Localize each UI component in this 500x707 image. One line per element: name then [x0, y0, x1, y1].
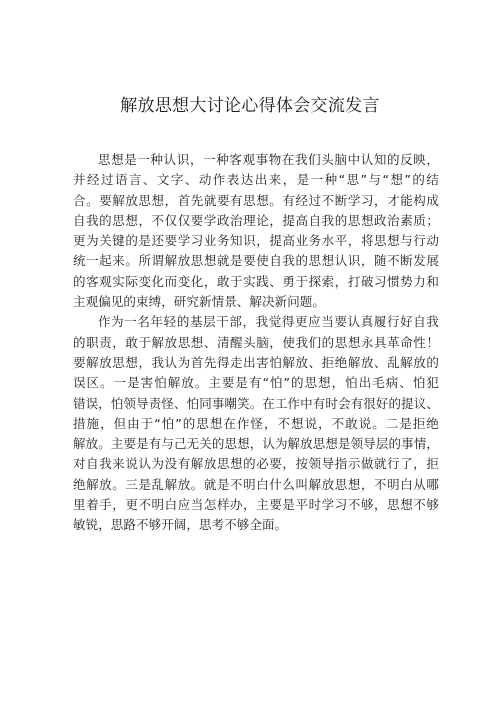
text-line: 错误，怕领导责怪、怕同事嘲笑。在工作中有时会有很好的提议、	[73, 395, 439, 411]
text-line: 思想是一种认识，一种客观事物在我们头脑中认知的反映，	[98, 152, 439, 167]
text-line: 要解放思想，我认为首先得走出害怕解放、拒绝解放、乱解放的	[73, 354, 439, 370]
text-line: 自我的思想，不仅仅要学政治理论，提高自我的思想政治素质；	[73, 212, 439, 228]
text-line: 统一起来。所谓解放思想就是要使自我的思想认识，随不断发展	[73, 253, 439, 269]
document-body	[73, 150, 439, 536]
document-title: 解放思想大讨论心得体会交流发言	[120, 96, 380, 116]
text-line: 合。要解放思想，首先就要有思想。有经过不断学习，才能构成	[73, 192, 439, 208]
text-line: 的客观实际变化而变化，敢于实践、勇于探索，打破习惯势力和	[73, 273, 439, 289]
text-line: 误区。一是害怕解放。主要是有“怕”的思想，怕出毛病、怕犯	[73, 375, 439, 391]
text-line: 措施，但由于“怕”的思想在作怪，不想说，不敢说。二是拒绝	[73, 415, 439, 431]
text-line: 里着手，更不明白应当怎样办，主要是平时学习不够，思想不够	[73, 497, 439, 513]
text-line: 绝解放。三是乱解放。就是不明白什么叫解放思想，不明白从哪	[73, 476, 439, 492]
text-line: 更为关键的是还要学习业务知识，提高业务水平，将思想与行动	[73, 233, 439, 249]
text-line: 的职责，敢于解放思想、清醒头脑，使我们的思想永具革命性！	[73, 334, 439, 350]
text-line: 主观偏见的束缚，研究新情景、解决新问题。	[73, 294, 326, 310]
text-line: 对自我来说认为没有解放思想的必要，按领导指示做就行了，拒	[73, 456, 439, 472]
text-line: 敏锐，思路不够开阔，思考不够全面。	[73, 517, 288, 533]
text-line: 并经过语言、文字、动作表达出来，是一种“思”与“想”的结	[73, 172, 439, 188]
text-line: 解放。主要是有与己无关的思想，认为解放思想是领导层的事情，	[73, 436, 439, 452]
text-line: 作为一名年轻的基层干部，我觉得更应当要认真履行好自我	[98, 314, 439, 330]
